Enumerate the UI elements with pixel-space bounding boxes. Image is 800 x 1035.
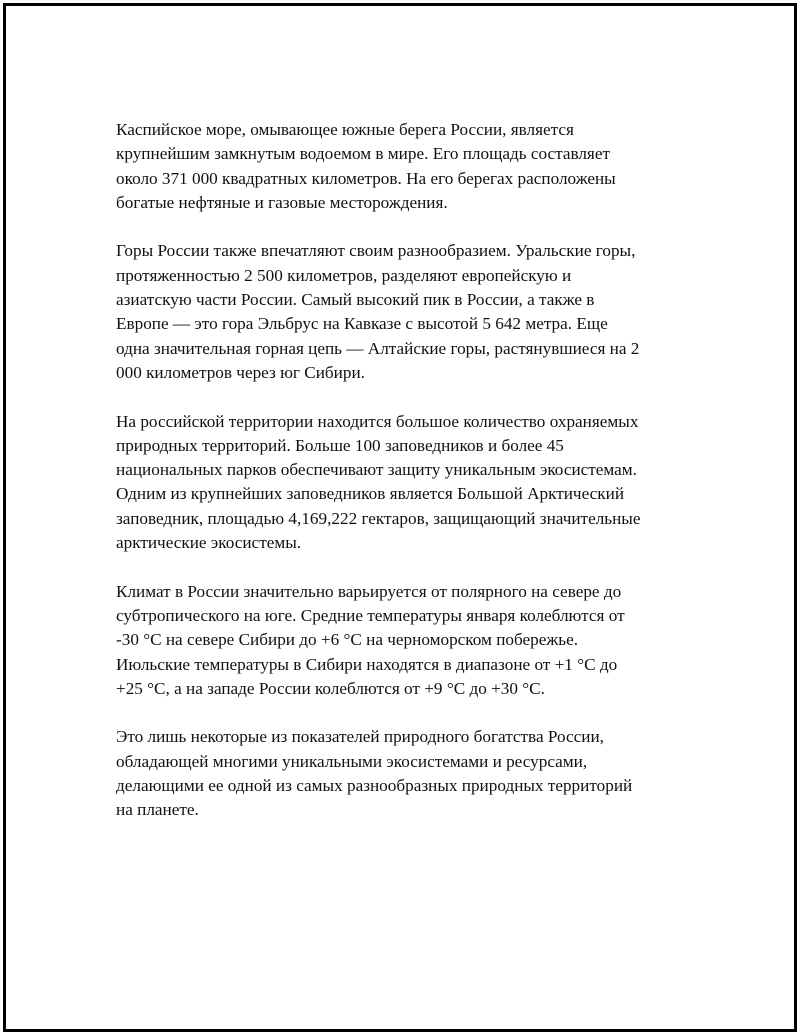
text-line: Июльские температуры в Сибири находятся в диапазоне от +1 °C до: [116, 654, 618, 674]
text-line: заповедник, площадью 4,169,222 гектаров, защищающий значительные: [116, 508, 641, 528]
text-line: Горы России также впечатляют своим разнообразием. Уральские горы,: [116, 241, 636, 261]
text-line: крупнейшим замкнутым водоемом в мире. Его площадь составляет: [116, 144, 610, 164]
text-line: Это лишь некоторые из показателей природного богатства России,: [116, 727, 604, 747]
paragraph-mountains: [116, 239, 688, 385]
text-line: Европе — это гора Эльбрус на Кавказе с высотой 5 642 метра. Еще: [116, 314, 608, 334]
document-body: [116, 118, 688, 847]
text-line: протяженностью 2 500 километров, разделяют европейскую и: [116, 265, 572, 285]
paragraph-caspian-sea: [116, 118, 688, 215]
text-line: -30 °C на севере Сибири до +6 °C на черноморском побережье.: [116, 630, 579, 650]
text-line: национальных парков обеспечивают защиту уникальным экосистемам.: [116, 460, 637, 480]
text-line: азиатскую части России. Самый высокий пик в России, а также в: [116, 290, 595, 310]
text-line: богатые нефтяные и газовые месторождения.: [116, 192, 448, 212]
text-line: Одним из крупнейших заповедников является Большой Арктический: [116, 484, 625, 504]
text-line: делающими ее одной из самых разнообразных природных территорий: [116, 776, 633, 796]
paragraph-protected-areas: [116, 410, 688, 556]
paragraph-conclusion: [116, 725, 688, 822]
text-line: одна значительная горная цепь — Алтайские горы, растянувшиеся на 2: [116, 338, 640, 358]
text-line: Климат в России значительно варьируется от полярного на севере до: [116, 581, 622, 601]
text-line: субтропического на юге. Средние температуры января колеблются от: [116, 605, 625, 625]
text-line: +25 °C, а на западе России колеблются от +9 °C до +30 °C.: [116, 678, 545, 698]
text-line: природных территорий. Больше 100 заповедников и более 45: [116, 435, 564, 455]
paragraph-climate: [116, 580, 688, 701]
text-line: обладающей многими уникальными экосистемами и ресурсами,: [116, 751, 588, 771]
text-line: Каспийское море, омывающее южные берега России, является: [116, 120, 574, 139]
text-line: 000 километров через юг Сибири.: [116, 362, 365, 382]
text-line: арктические экосистемы.: [116, 533, 302, 553]
text-line: около 371 000 квадратных километров. На его берегах расположены: [116, 168, 616, 188]
text-line: на планете.: [116, 800, 199, 820]
text-line: На российской территории находится большое количество охраняемых: [116, 411, 639, 431]
